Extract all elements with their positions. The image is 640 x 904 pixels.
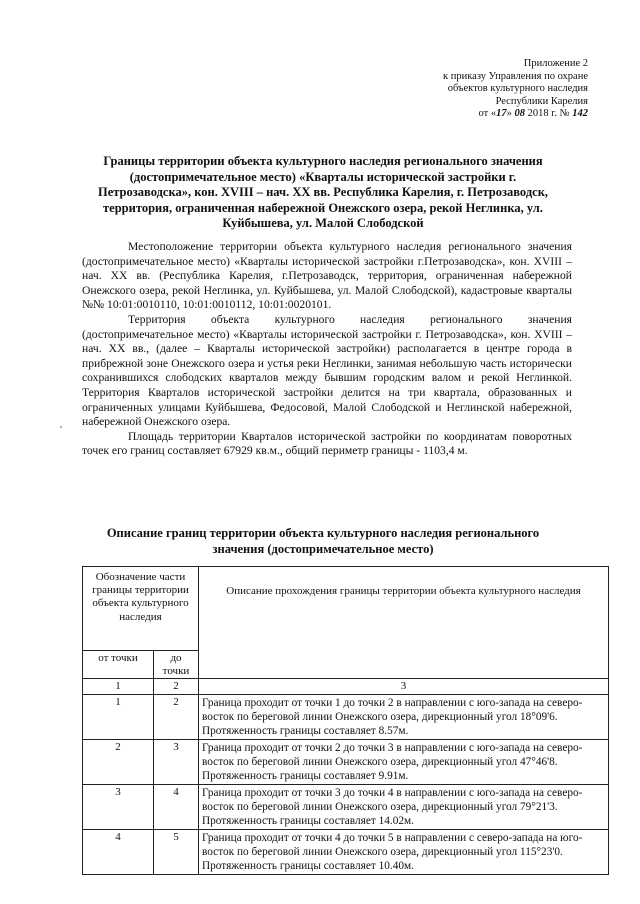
order-date-line: [348, 108, 588, 121]
column-number: 1: [83, 679, 154, 695]
table-row: [83, 695, 609, 740]
row-from-point: 3: [83, 785, 154, 830]
row-from-point: 2: [83, 740, 154, 785]
column-number-row: [83, 679, 609, 695]
order-month: 08: [514, 108, 525, 119]
row-description: Граница проходит от точки 2 до точки 3 в направлении с юго-запада на северо-восток по береговой линии Онежского озера, дирекционный угол 47°46'8. Протяженность границы составляет 9.91м.: [199, 740, 609, 785]
appendix-line-2: к приказу Управления по охране: [443, 70, 588, 82]
row-description: Граница проходит от точки 4 до точки 5 в направлении с северо-запада на юго-восток по береговой линии Онежского озера, дирекционный угол 115°23'0. Протяженность границы составляет 10.40м.: [199, 830, 609, 875]
row-description: Граница проходит от точки 1 до точки 2 в направлении с юго-запада на северо-восток по береговой линии Онежского озера, дирекционный угол 18°09'6. Протяженность границы составляет 8.57м.: [199, 695, 609, 740]
row-from-point: 1: [83, 695, 154, 740]
row-description: Граница проходит от точки 3 до точки 4 в направлении с юго-запада на северо-восток по береговой линии Онежского озера, дирекционный угол 79°21'3. Протяженность границы составляет 14.02м.: [199, 785, 609, 830]
paragraph-territory: Территория объекта культурного наследия регионального значения (достопримечательное место) «Кварталы исторической застройки г. Петрозаводска», кон. XVIII – нач. XX вв., (далее – Кварталы исторической застройки) располагается в центре города в прибрежной зоне Онежского озера и устья реки Неглинки, занимая небольшую часть исторически сохранившихся слободских кварталов между бывшим городским валом и рекой Неглинкой. Территория Кварталов исторической застройки делится на три квартала, образованных и ограниченных улицами Куйбышева, Федосовой, Малой Слободской и Неглинской набережной, набережной Онежского озера.: [82, 312, 572, 429]
order-day: 17: [496, 108, 507, 119]
document-title: Границы территории объекта культурного наследия регионального значения (достопримечательное место) «Кварталы исторической застройки г. Петрозаводска», кон. XVIII – нач. XX вв. Республика Карелия, г. Петрозаводск, территория, ограниченная набережной Онежского озера, рекой Неглинка, ул. Куйбышева, ул. Малой Слободской: [97, 154, 549, 230]
table-row: [83, 740, 609, 785]
date-year: 2018 г. №: [524, 108, 573, 119]
document-body: [82, 240, 572, 459]
column-number: 3: [199, 679, 609, 695]
table-row: [83, 785, 609, 830]
table-row: [83, 830, 609, 875]
table-header-row: [83, 567, 609, 651]
row-from-point: 4: [83, 830, 154, 875]
header-description: Описание прохождения границы территории объекта культурного наследия: [199, 567, 609, 679]
row-to-point: 2: [154, 695, 199, 740]
date-mid: »: [506, 108, 515, 119]
header-boundary-part: Обозначение части границы территории объекта культурного наследия: [83, 567, 199, 651]
order-number: 142: [572, 108, 588, 119]
date-prefix: от «: [478, 108, 497, 119]
scan-speck: [60, 426, 62, 428]
appendix-line-3: объектов культурного наследия: [447, 83, 588, 94]
appendix-line-1: Приложение 2: [523, 58, 588, 69]
section-title: Описание границ территории объекта культурного наследия регионального значения (достопримечательное место): [106, 526, 540, 556]
row-to-point: 4: [154, 785, 199, 830]
boundary-table: [82, 566, 609, 875]
paragraph-area: Площадь территории Кварталов исторической застройки по координатам поворотных точек его границ составляет 67929 кв.м., общий периметр границы - 1103,4 м.: [82, 429, 572, 458]
appendix-line-4: Республики Карелия: [495, 95, 588, 107]
row-to-point: 5: [154, 830, 199, 875]
row-to-point: 3: [154, 740, 199, 785]
paragraph-location: Местоположение территории объекта культурного наследия регионального значения (достопримечательное место) «Кварталы исторической застройки г.Петрозаводска», кон. XVIII – нач. XX вв. (Республика Карелия, г.Петрозаводск, территория, ограниченная набережной Онежского озера, рекой Неглинка, ул. Куйбышева, ул. Малой Слободской), кадастровые кварталы №№ 10:01:0010110, 10:01:0010112, 10:01:0020101.: [82, 240, 572, 312]
column-number: 2: [154, 679, 199, 695]
header-to-point: до точки: [154, 651, 199, 679]
header-from-point: от точки: [83, 651, 154, 679]
appendix-block: [348, 58, 588, 121]
